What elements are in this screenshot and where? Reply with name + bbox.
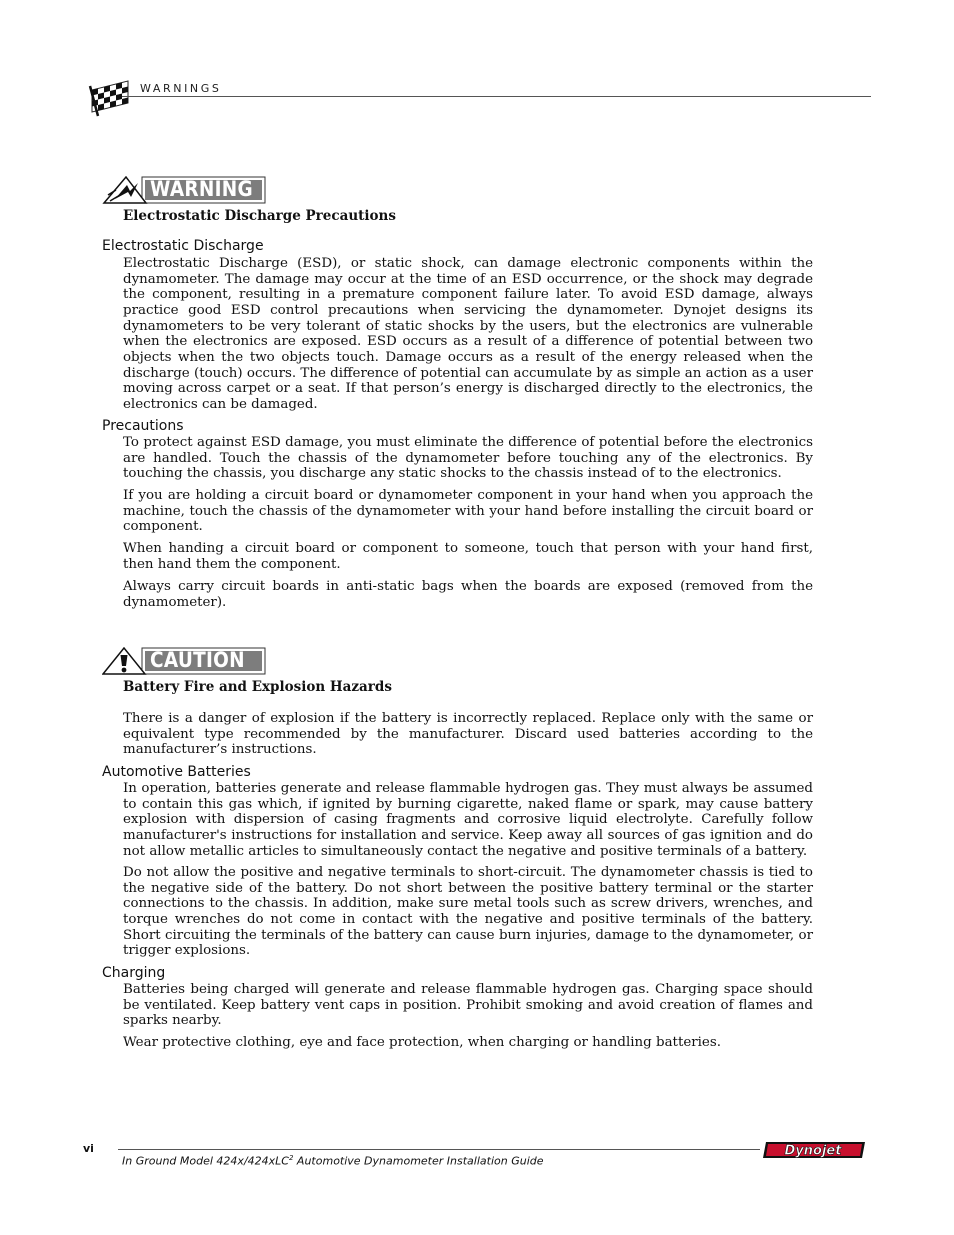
checkered-flag-icon	[84, 78, 132, 118]
svg-text:Dynojet: Dynojet	[784, 1143, 842, 1159]
paragraph: To protect against ESD damage, you must eliminate the difference of potential before the electronics are handled. Touch the chassis of the dynamometer before touching any of the electronics. By touching the chassis, you discharge any static shocks to the chassis instead of to the electronics.	[123, 435, 813, 482]
paragraph: Do not allow the positive and negative terminals to short-circuit. The dynamometer chassis is tied to the negative side of the battery. Do not short between the positive battery terminal or the starter connections to the chassis. In addition, make sure metal tools such as screw drivers, wrenches, and torque wrenches do not come in contact with the negative and positive terminals of the battery. Short circuiting the terminals of the battery can cause burn injuries, damage to the dynamometer, or trigger explosions.	[123, 865, 813, 959]
paragraph: Batteries being charged will generate and release flammable hydrogen gas. Charging space should be ventilated. Keep battery vent caps in position. Prohibit smoking and avoid creation of flames and sparks nearby.	[123, 982, 813, 1029]
section-heading: Electrostatic Discharge	[102, 238, 264, 254]
paragraph: In operation, batteries generate and release flammable hydrogen gas. They must always be assumed to contain this gas which, if ignited by burning cigarette, naked flame or spark, may cause battery explosion with dispersion of casing fragments and corrosive liquid electrolyte. Carefully follow manufacturer's instructions for installation and service. Keep away all sources of gas ignition and do not allow metallic articles to simultaneously contact the negative and positive terminals of a battery.	[123, 781, 813, 859]
electric-shock-hazard-icon	[104, 177, 146, 203]
section-heading: Automotive Batteries	[102, 764, 251, 780]
paragraph: Electrostatic Discharge (ESD), or static shock, can damage electronic components within the dynamometer. The damage may occur at the time of an ESD occurrence, or the shock may degrade the component, resulting in a premature component failure later. To avoid ESD damage, always practice good ESD control precautions when servicing the dynamometer. Dynojet designs its dynamometers to be very tolerant of static shocks by the users, but the electronics are vulnerable when the electronics are exposed. ESD occurs as a result of a difference of potential between two objects when the two objects touch. Damage occurs as a result of the energy released when the discharge (touch) occurs. The difference of potential can accumulate by as simple an action as a user moving across carpet or a seat. If that person’s energy is discharged directly to the electronics, the electronics can be damaged.	[123, 256, 813, 412]
paragraph: There is a danger of explosion if the battery is incorrectly replaced. Replace only with the same or equivalent type recommended by the manufacturer. Discard used batteries according to the manufacturer’s instructions.	[123, 711, 813, 758]
warning-label: WARNING	[150, 177, 253, 201]
section-heading: Charging	[102, 965, 166, 981]
paragraph: Always carry circuit boards in anti-static bags when the boards are exposed (removed from the dynamometer).	[123, 579, 813, 610]
warning-banner	[102, 176, 266, 204]
page-number: vi	[83, 1142, 94, 1155]
caution-banner	[102, 647, 266, 675]
caution-label: CAUTION	[150, 648, 245, 672]
paragraph: When handing a circuit board or component to someone, touch that person with your hand first, then hand them the component.	[123, 541, 813, 572]
footer-title: In Ground Model 424x/424xLC$^2$ Automotive Dynamometer Installation Guide	[122, 1154, 544, 1168]
footer-rule	[118, 1149, 760, 1150]
section-heading: Precautions	[102, 418, 184, 434]
warning-title: Electrostatic Discharge Precautions	[123, 208, 396, 224]
dynojet-logo	[762, 1141, 866, 1159]
header-title: WARNINGS	[140, 82, 222, 95]
exclamation-triangle-icon	[103, 648, 145, 674]
caution-title: Battery Fire and Explosion Hazards	[123, 679, 392, 695]
header-rule	[122, 96, 871, 97]
paragraph: Wear protective clothing, eye and face protection, when charging or handling batteries.	[123, 1035, 721, 1050]
paragraph: If you are holding a circuit board or dynamometer component in your hand when you approach the machine, touch the chassis of the dynamometer with your hand before installing the circuit board or component.	[123, 488, 813, 535]
